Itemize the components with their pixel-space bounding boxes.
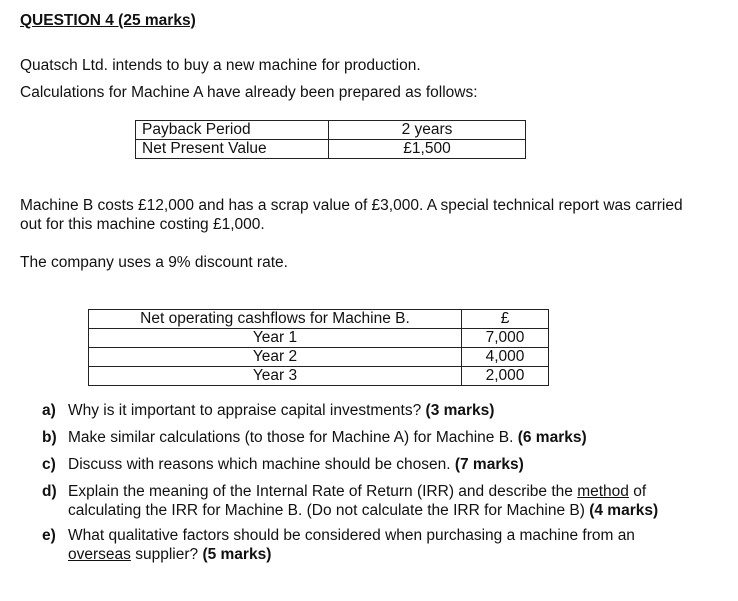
- intro-line-1: Quatsch Ltd. intends to buy a new machine for production.: [20, 57, 421, 74]
- cashflow-year: Year 2: [89, 348, 462, 367]
- intro-line-2: Calculations for Machine A have already been prepared as follows:: [20, 84, 478, 101]
- question-b-text: Make similar calculations (to those for Machine A) for Machine B.: [68, 429, 514, 446]
- table-row: [136, 121, 526, 140]
- cashflow-header-unit: £: [462, 310, 549, 329]
- table-row: [89, 348, 549, 367]
- question-d: [42, 482, 702, 520]
- question-a-marks: (3 marks): [425, 402, 495, 419]
- question-d-label: d): [42, 483, 57, 500]
- question-e-line-2-post: supplier?: [135, 546, 199, 563]
- question-heading: QUESTION 4 (25 marks): [20, 12, 196, 29]
- cashflow-value: 2,000: [462, 367, 549, 386]
- question-c-marks: (7 marks): [454, 456, 524, 473]
- cashflow-value: 7,000: [462, 329, 549, 348]
- question-a-label: a): [42, 402, 56, 419]
- question-b-label: b): [42, 429, 57, 446]
- table-row: [89, 367, 549, 386]
- question-e-line-2-underlined: overseas: [68, 546, 131, 563]
- question-d-text-underlined: method: [577, 483, 629, 500]
- question-a: [42, 401, 702, 420]
- question-d-text-post: of: [633, 483, 647, 500]
- machine-b-line-2: out for this machine costing £1,000.: [20, 216, 265, 233]
- question-a-text: Why is it important to appraise capital investments?: [68, 402, 422, 419]
- cashflow-year: Year 3: [89, 367, 462, 386]
- machine-b-line-1: Machine B costs £12,000 and has a scrap value of £3,000. A special technical report was carried: [20, 197, 683, 214]
- machine-a-value-npv: £1,500: [329, 140, 526, 159]
- cashflow-year: Year 1: [89, 329, 462, 348]
- table-row: [89, 329, 549, 348]
- machine-a-table: [135, 120, 526, 159]
- machine-a-value-payback: 2 years: [329, 121, 526, 140]
- question-e-label: e): [42, 527, 56, 544]
- machine-b-description: [20, 196, 720, 234]
- question-d-text-pre: Explain the meaning of the Internal Rate of Return (IRR) and describe the: [68, 483, 573, 500]
- table-row: [136, 140, 526, 159]
- question-c-label: c): [42, 456, 56, 473]
- question-e: [42, 526, 702, 564]
- question-e-marks: (5 marks): [202, 546, 272, 563]
- machine-b-cashflow-table: [88, 309, 549, 386]
- machine-a-label-npv: Net Present Value: [136, 140, 329, 159]
- cashflow-header-label: Net operating cashflows for Machine B.: [89, 310, 462, 329]
- cashflow-value: 4,000: [462, 348, 549, 367]
- question-d-marks: (4 marks): [589, 502, 659, 519]
- question-b-marks: (6 marks): [517, 429, 587, 446]
- question-e-text: What qualitative factors should be considered when purchasing a machine from an: [68, 527, 635, 544]
- question-c: [42, 455, 702, 474]
- machine-a-label-payback: Payback Period: [136, 121, 329, 140]
- discount-rate-text: The company uses a 9% discount rate.: [20, 254, 288, 271]
- question-d-line-2: calculating the IRR for Machine B. (Do not calculate the IRR for Machine B): [68, 502, 585, 519]
- table-header-row: [89, 310, 549, 329]
- question-c-text: Discuss with reasons which machine should be chosen.: [68, 456, 451, 473]
- question-b: [42, 428, 702, 447]
